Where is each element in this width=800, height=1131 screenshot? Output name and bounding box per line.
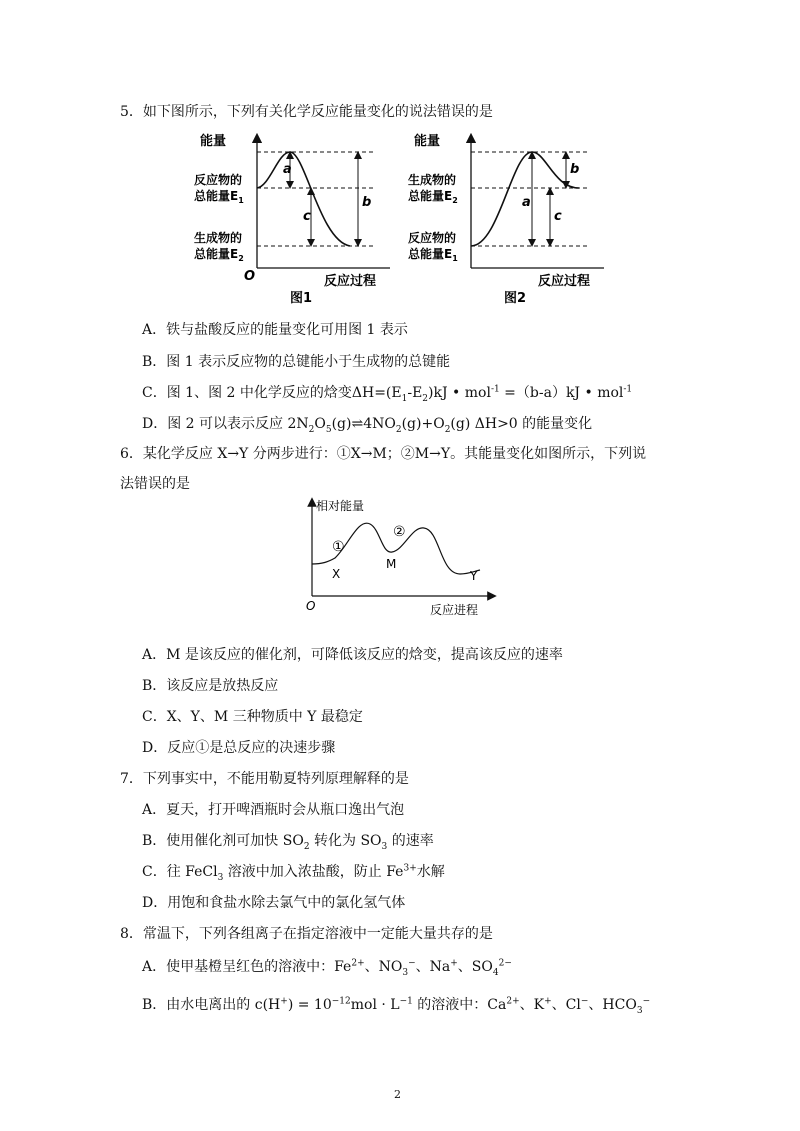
svg-text:反应进程: 反应进程: [430, 603, 479, 617]
svg-text:生成物的: 生成物的: [194, 231, 243, 245]
q7-option-d: D．用饱和食盐水除去氯气中的氯化氢气体: [142, 895, 406, 911]
fig2-caption: 图2: [504, 291, 527, 306]
svg-text:b: b: [362, 195, 372, 210]
q5-stem: 5．如下图所示，下列有关化学反应能量变化的说法错误的是: [120, 104, 493, 120]
q6-figure: [300, 496, 500, 624]
svg-text:c: c: [554, 209, 562, 224]
q5-option-b: B．图 1 表示反应物的总键能小于生成物的总键能: [142, 354, 451, 370]
svg-text:总能量E1: 总能量$E_1$: [408, 247, 458, 263]
svg-text:c: c: [303, 209, 311, 224]
svg-text:①: ①: [332, 539, 345, 555]
fig1-energy-curve: [257, 152, 350, 246]
q7-stem: 7．下列事实中，不能用勒夏特列原理解释的是: [120, 771, 409, 787]
svg-text:反应过程: 反应过程: [324, 274, 377, 289]
svg-text:生成物的: 生成物的: [408, 173, 457, 187]
q6-option-d: D．反应①是总反应的决速步骤: [142, 740, 336, 756]
svg-text:总能量E1: 总能量$E_1$: [194, 189, 244, 205]
q8-option-b: B．由水电离出的 $c(H^+) = 10^{-12}mol \cdot L^{-1}$ 的溶液中：$Ca^{2+}$、K+、Cl−、$HCO_3^-$: [142, 996, 651, 1016]
svg-text:a: a: [522, 195, 531, 210]
q6-option-b: B．该反应是放热反应: [142, 678, 279, 694]
q6-y-label: 相对能量: [316, 499, 365, 513]
q6-option-a: A．M 是该反应的催化剂，可降低该反应的焓变，提高该反应的速率: [142, 647, 563, 663]
q5-option-d: D．图 2 可以表示反应 $2N_2O_5(g)\rightleftharpoons 4NO_2(g)+O_2(g)$ ΔH>0 的能量变化: [142, 416, 593, 435]
q7-option-a: A．夏天，打开啤酒瓶时会从瓶口逸出气泡: [142, 802, 405, 818]
q6-stem-line1: 6．某化学反应 X→Y 分两步进行：①X→M；②M→Y。其能量变化如图所示，下列说: [120, 446, 647, 462]
fig1-y-label: 能量: [200, 134, 227, 149]
q8-option-a: A．使甲基橙呈红色的溶液中：$Fe^{2+}$、$NO_3^-$、Na+、$SO_4^{2-}$: [142, 958, 512, 978]
fig2-y-label: 能量: [414, 134, 441, 149]
fig1-caption: 图1: [290, 291, 313, 306]
q5-figure-2: [404, 126, 619, 316]
q5-figure-1: [190, 126, 405, 316]
svg-text:总能量E2: 总能量$E_2$: [194, 247, 244, 263]
svg-text:反应物的: 反应物的: [194, 173, 243, 187]
svg-text:O: O: [244, 269, 256, 284]
svg-text:总能量E2: 总能量$E_2$: [408, 189, 458, 205]
svg-text:M: M: [386, 557, 397, 571]
svg-text:a: a: [283, 162, 292, 177]
svg-text:反应物的: 反应物的: [408, 231, 457, 245]
q6-stem-line2: 法错误的是: [120, 476, 190, 492]
svg-text:②: ②: [393, 524, 406, 540]
q8-stem: 8．常温下，下列各组离子在指定溶液中一定能大量共存的是: [120, 926, 493, 942]
q7-option-c: C．往 FeCl$_3$ 溶液中加入浓盐酸，防止 $Fe^{3+}$水解: [142, 863, 445, 883]
svg-text:反应过程: 反应过程: [538, 274, 591, 289]
svg-text:X: X: [332, 567, 341, 581]
svg-text:Y: Y: [470, 569, 478, 583]
page-number: 2: [394, 1088, 401, 1101]
svg-text:b: b: [570, 162, 580, 177]
q6-option-c: C．X、Y、M 三种物质中 Y 最稳定: [142, 709, 363, 725]
q5-option-c: C．图 1、图 2 中化学反应的焓变$\Delta H=(E_1-E_2)kJ$ • mol$^{-1}$ =（b-a）kJ • mol$^{-1}$: [142, 384, 633, 404]
svg-text:O: O: [306, 599, 316, 613]
q7-option-b: B．使用催化剂可加快 $SO_2$ 转化为 $SO_3$ 的速率: [142, 833, 434, 852]
q5-option-a: A．铁与盐酸反应的能量变化可用图 1 表示: [142, 322, 408, 338]
